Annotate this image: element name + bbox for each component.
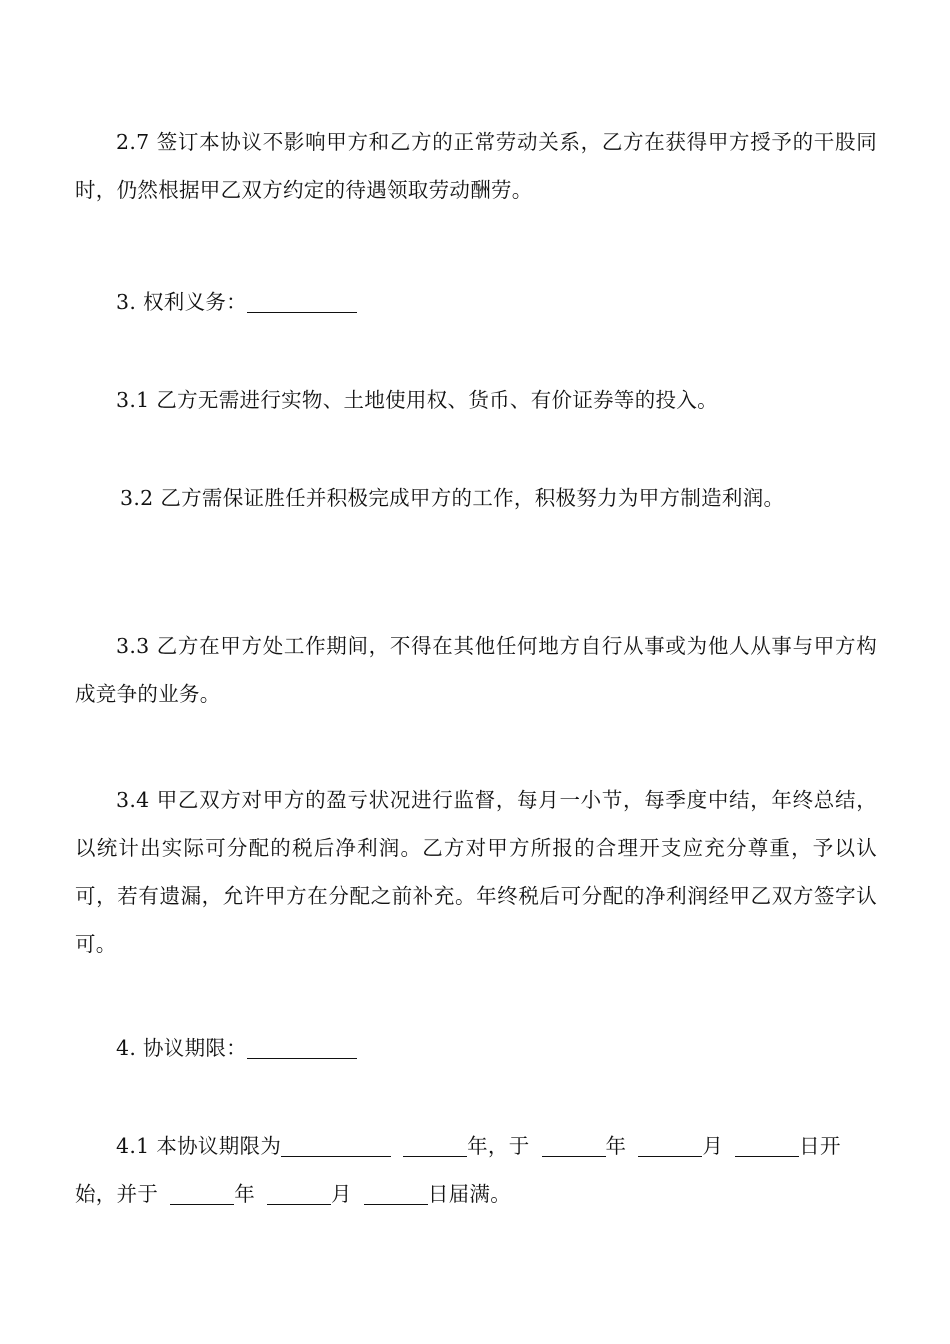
term-length-blank bbox=[281, 1134, 391, 1157]
clause-3-2-text: 3.2 乙方需保证胜任并积极完成甲方的工作，积极努力为甲方制造利润。 bbox=[120, 486, 785, 510]
start-year-blank bbox=[542, 1134, 606, 1157]
clause-3-4 bbox=[75, 776, 877, 968]
clause-4-1 bbox=[75, 1122, 877, 1218]
clause-3-4-text: 3.4 甲乙双方对甲方的盈亏状况进行监督，每月一小节，每季度中结，年终总结，以统计出实际可分配的税后净利润。乙方对甲方所报的合理开支应充分尊重，予以认可，若有遗漏，允许甲方在分配之前补充。年终税后可分配的净利润经甲乙双方签字认可。 bbox=[75, 788, 877, 956]
clause-3-1 bbox=[75, 376, 877, 424]
start-month-blank bbox=[638, 1134, 702, 1157]
clause-4-1-part8: 日届满。 bbox=[427, 1182, 512, 1206]
end-day-blank bbox=[364, 1182, 428, 1205]
section-3-heading bbox=[75, 278, 877, 326]
clause-4-1-part1: 4.1 本协议期限为 bbox=[116, 1134, 282, 1158]
clause-3-3 bbox=[75, 622, 877, 718]
section-4-heading bbox=[75, 1024, 877, 1072]
clause-4-1-part6: 年 bbox=[234, 1182, 256, 1206]
clause-3-1-text: 3.1 乙方无需进行实物、土地使用权、货币、有价证券等的投入。 bbox=[116, 388, 718, 412]
clause-4-1-part5: 日开始，并于 bbox=[75, 1134, 841, 1206]
section-4-heading-text: 4. 协议期限： bbox=[116, 1036, 247, 1060]
clause-3-3-text: 3.3 乙方在甲方处工作期间，不得在其他任何地方自行从事或为他人从事与甲方构成竞争的业务。 bbox=[75, 634, 877, 706]
end-year-blank bbox=[170, 1182, 234, 1205]
section-3-blank bbox=[247, 290, 357, 313]
term-unit-blank bbox=[403, 1134, 467, 1157]
section-3-heading-text: 3. 权利义务： bbox=[116, 290, 247, 314]
clause-2-7-text: 2.7 签订本协议不影响甲方和乙方的正常劳动关系，乙方在获得甲方授予的干股同时，仍然根据甲乙双方约定的待遇领取劳动酬劳。 bbox=[75, 130, 877, 202]
start-day-blank bbox=[735, 1134, 799, 1157]
end-month-blank bbox=[267, 1182, 331, 1205]
clause-3-2 bbox=[79, 474, 881, 522]
clause-4-1-part7: 月 bbox=[331, 1182, 352, 1206]
clause-2-7 bbox=[75, 118, 877, 214]
clause-4-1-part2: 年，于 bbox=[467, 1134, 530, 1158]
clause-4-1-part3: 年 bbox=[605, 1134, 627, 1158]
clause-4-1-part4: 月 bbox=[702, 1134, 724, 1158]
section-4-blank bbox=[247, 1036, 357, 1059]
